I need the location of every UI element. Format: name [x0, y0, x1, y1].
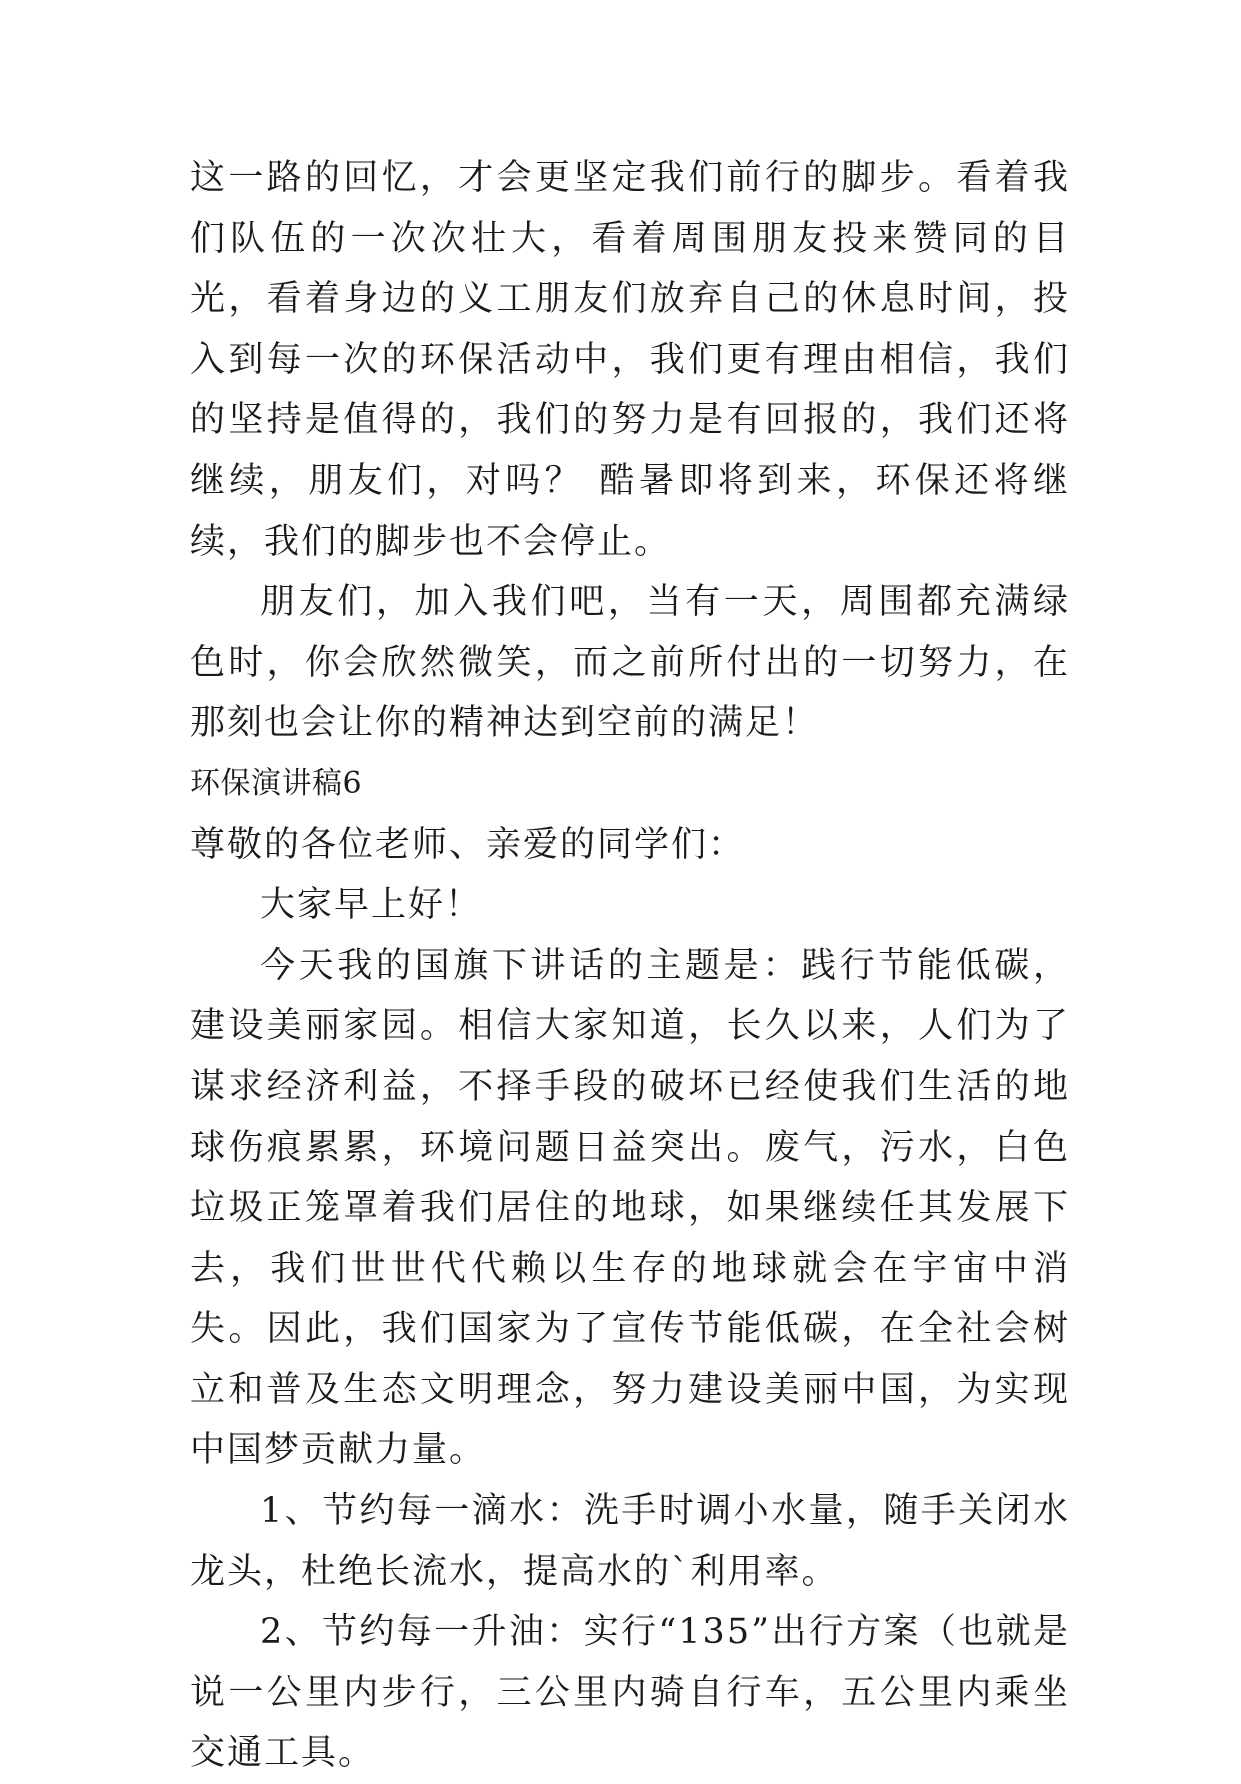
list-item-oil: 2、节约每一升油：实行“135”出行方案（也就是说一公里内步行，三公里内骑自行车，五公里内乘坐交通工具。 [190, 1612, 1070, 1774]
list-item-water: 1、节约每一滴水：洗手时调小水量，随手关闭水龙头，杜绝长流水，提高水的`利用率。 [190, 1491, 1070, 1592]
paragraph-theme: 今天我的国旗下讲话的主题是：践行节能低碳，建设美丽家园。相信大家知道，长久以来，人们为了谋求经济利益，不择手段的破坏已经使我们生活的地球伤痕累累，环境问题日益突出。废气，污水，白色垃圾正笼罩着我们居住的地球，如果继续任其发展下去，我们世世代代赖以生存的地球就会在宇宙中消失。因此，我们国家为了宣传节能低碳，在全社会树立和普及生态文明理念，努力建设美丽中国，为实现中国梦贡献力量。 [190, 945, 1070, 1471]
paragraph-continuation: 这一路的回忆，才会更坚定我们前行的脚步。看着我们队伍的一次次壮大，看着周围朋友投来赞同的目光，看着身边的义工朋友们放弃自己的休息时间，投入到每一次的环保活动中，我们更有理由相信，我们的坚持是值得的，我们的努力是有回报的，我们还将继续，朋友们，对吗？ 酷暑即将到来，环保还将继续，我们的脚步也不会停止。 [190, 158, 1070, 562]
section-title: 环保演讲稿6 [190, 765, 363, 801]
document-body [190, 148, 1070, 1784]
greeting: 大家早上好！ [260, 885, 483, 926]
paragraph-invitation: 朋友们，加入我们吧，当有一天，周围都充满绿色时，你会欣然微笑，而之前所付出的一切努力，在那刻也会让你的精神达到空前的满足！ [190, 582, 1070, 744]
salutation: 尊敬的各位老师、亲爱的同学们： [190, 824, 746, 865]
